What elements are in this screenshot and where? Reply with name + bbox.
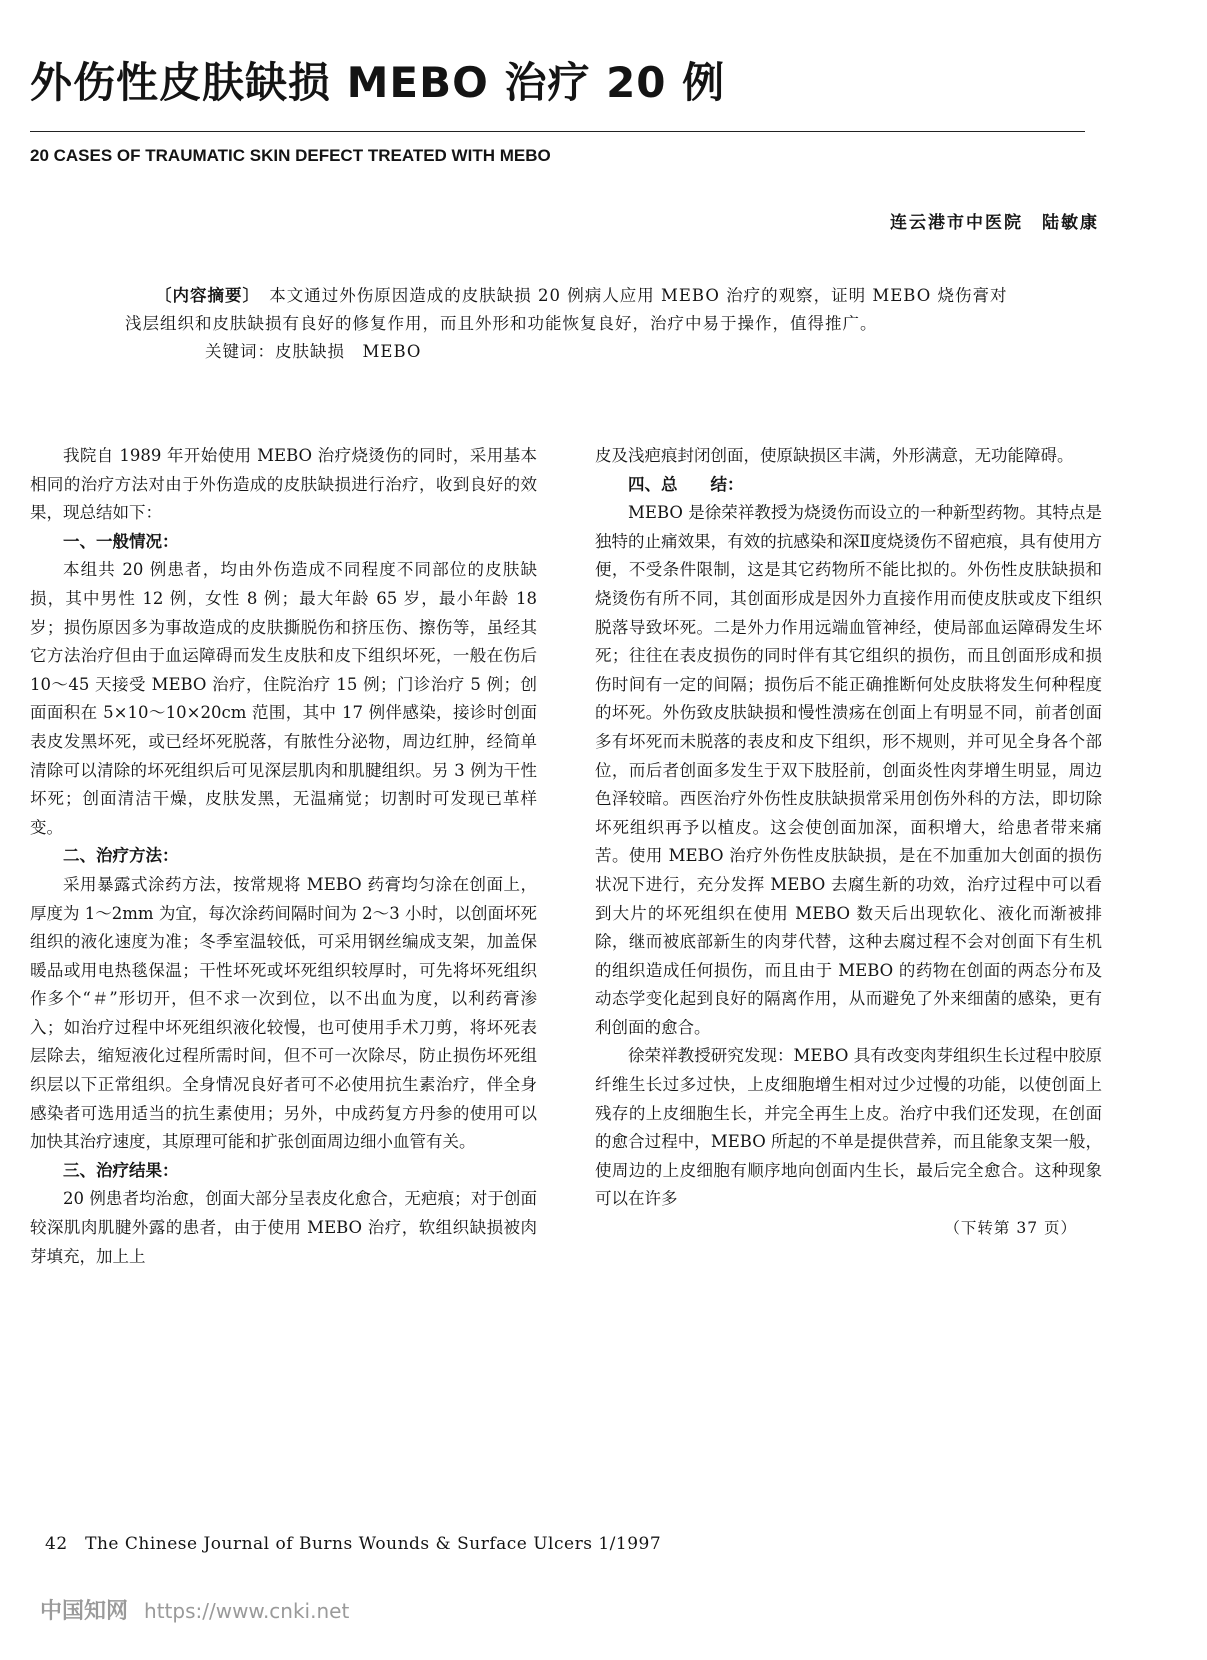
section-heading-method: 二、治疗方法： [63, 846, 179, 866]
watermark-brand: 中国知网 [40, 1599, 129, 1624]
section-heading-summary: 四、总 结： [628, 474, 744, 494]
section-text-summary-2: 徐荣祥教授研究发现：MEBO 具有改变肉芽组织生长过程中胶原纤维生长过多过快，上皮细胞增生相对过少过慢的功能，以使创面上残存的上皮细胞生长，并完全再生上皮。治疗中我们还发现，在创面的愈合过程中，MEBO 所起的不单是提供营养，而且能象支架一般，使周边的上皮细胞有顺序地向创面内生长，最后完全愈合。这种现象可以在许多 [595, 1046, 1102, 1209]
section-heading-results: 三、治疗结果： [63, 1160, 179, 1180]
section-text-general: 本组共 20 例患者，均由外伤造成不同程度不同部位的皮肤缺损，其中男性 12 例，女性 8 例；最大年龄 65 岁，最小年龄 18 岁；损伤原因多为事故造成的皮肤撕脱伤和挤压伤、擦伤等，虽经其它方法治疗但由于血运障碍而发生皮肤和皮下组织坏死，一般在伤后 10～45 天接受 MEBO 治疗，住院治疗 15 例；门诊治疗 5 例；创面面积在 5×10～10×20cm 范围，其中 17 例伴感染，接诊时创面表皮发黑坏死，或已经坏死脱落，有脓性分泌物，周边红肿，经简单清除可以清除的坏死组织后可见深层肌肉和肌腱组织。另 3 例为干性坏死；创面清洁干燥，皮肤发黑，无温痛觉；切割时可发现已革样变。 [30, 560, 537, 837]
body-column-left [30, 442, 537, 1271]
abstract-paragraph [125, 282, 1015, 338]
watermark-url: https://www.cnki.net [144, 1599, 350, 1623]
keywords-label: 关键词： [205, 342, 275, 361]
article-title-cn: 外伤性皮肤缺损 MEBO 治疗 20 例 [30, 58, 726, 107]
article-title-en: 20 CASES OF TRAUMATIC SKIN DEFECT TREATED WITH MEBO [30, 146, 551, 165]
title-divider [30, 131, 1085, 132]
abstract-block [125, 282, 1015, 366]
cnki-watermark [40, 1594, 349, 1625]
section-text-method: 采用暴露式涂药方法，按常规将 MEBO 药膏均匀涂在创面上，厚度为 1～2mm 为宜，每次涂药间隔时间为 2～3 小时，以创面坏死组织的液化速度为准；冬季室温较低，可采用钢丝编成支架，加盖保暖品或用电热毯保温；干性坏死或坏死组织较厚时，可先将坏死组织作多个“＃”形切开，但不求一次到位，以不出血为度，以利药膏渗入；如治疗过程中坏死组织液化较慢，也可使用手术刀剪，将坏死表层除去，缩短液化过程所需时间，但不可一次除尽，防止损伤坏死组织层以下正常组织。全身情况良好者可不必使用抗生素治疗，伴全身感染者可选用适当的抗生素使用；另外，中成药复方丹参的使用可以加快其治疗速度，其原理可能和扩张创面周边细小血管有关。 [30, 874, 537, 1152]
abstract-label: 〔内容摘要〕 [155, 286, 252, 305]
intro-paragraph: 我院自 1989 年开始使用 MEBO 治疗烧烫伤的同时，采用基本相同的治疗方法对由于外伤造成的皮肤缺损进行治疗，收到良好的效果，现总结如下： [30, 446, 537, 523]
section-text-summary-1: MEBO 是徐荣祥教授为烧烫伤而设立的一种新型药物。其特点是独特的止痛效果，有效的抗感染和深Ⅱ度烧烫伤不留疤痕，具有使用方便，不受条件限制，这是其它药物所不能比拟的。外伤性皮肤缺损和烧烫伤有所不同，其创面形成是因外力直接作用而使皮肤或皮下组织脱落导致坏死。二是外力作用远端血管神经，使局部血运障碍发生坏死；往往在表皮损伤的同时伴有其它组织的损伤，而且创面形成和损伤时间有一定的间隔；损伤后不能正确推断何处皮肤将发生何种程度的坏死。外伤致皮肤缺损和慢性溃疡在创面上有明显不同，前者创面多有坏死而未脱落的表皮和皮下组织，形不规则，并可见全身各个部位，而后者创面多发生于双下肢胫前，创面炎性肉芽增生明显，周边色泽较暗。西医治疗外伤性皮肤缺损常采用创伤外科的方法，即切除坏死组织再予以植皮。这会使创面加深，面积增大，给患者带来痛苦。使用 MEBO 治疗外伤性皮肤缺损，是在不加重加大创面的损伤状况下进行，充分发挥 MEBO 去腐生新的功效，治疗过程中可以看到大片的坏死组织在使用 MEBO 数天后出现软化、液化而渐被排除，继而被底部新生的肉芽代替，这种去腐过程不会对创面下有生机的组织造成任何损伤，而且由于 MEBO 的药物在创面的两态分布及动态学变化起到良好的隔离作用，从而避免了外来细菌的感染，更有利创面的愈合。 [595, 503, 1102, 1037]
section-text-results: 20 例患者均治愈，创面大部分呈表皮化愈合，无疤痕；对于创面较深肌肉肌腱外露的患者，由于使用 MEBO 治疗，软组织缺损被肉芽填充，加上上 [30, 1189, 537, 1266]
abstract-text: 本文通过外伤原因造成的皮肤缺损 20 例病人应用 MEBO 治疗的观察，证明 MEBO 烧伤膏对浅层组织和皮肤缺损有良好的修复作用，而且外形和功能恢复良好，治疗中易于操作，值得推广。 [125, 286, 1008, 333]
section-text-results-cont: 皮及浅疤痕封闭创面，使原缺损区丰满，外形满意，无功能障碍。 [595, 446, 1074, 465]
keywords-line [125, 338, 1015, 366]
section-heading-general: 一、一般情况： [63, 531, 179, 551]
continued-note: （下转第 37 页） [944, 1219, 1077, 1238]
keywords-value: 皮肤缺损 MEBO [275, 342, 422, 361]
page-footer: 42 The Chinese Journal of Burns Wounds & Surface Ulcers 1/1997 [45, 1534, 662, 1554]
body-column-right [595, 442, 1102, 1243]
author-line: 连云港市中医院 陆敏康 [890, 213, 1099, 233]
